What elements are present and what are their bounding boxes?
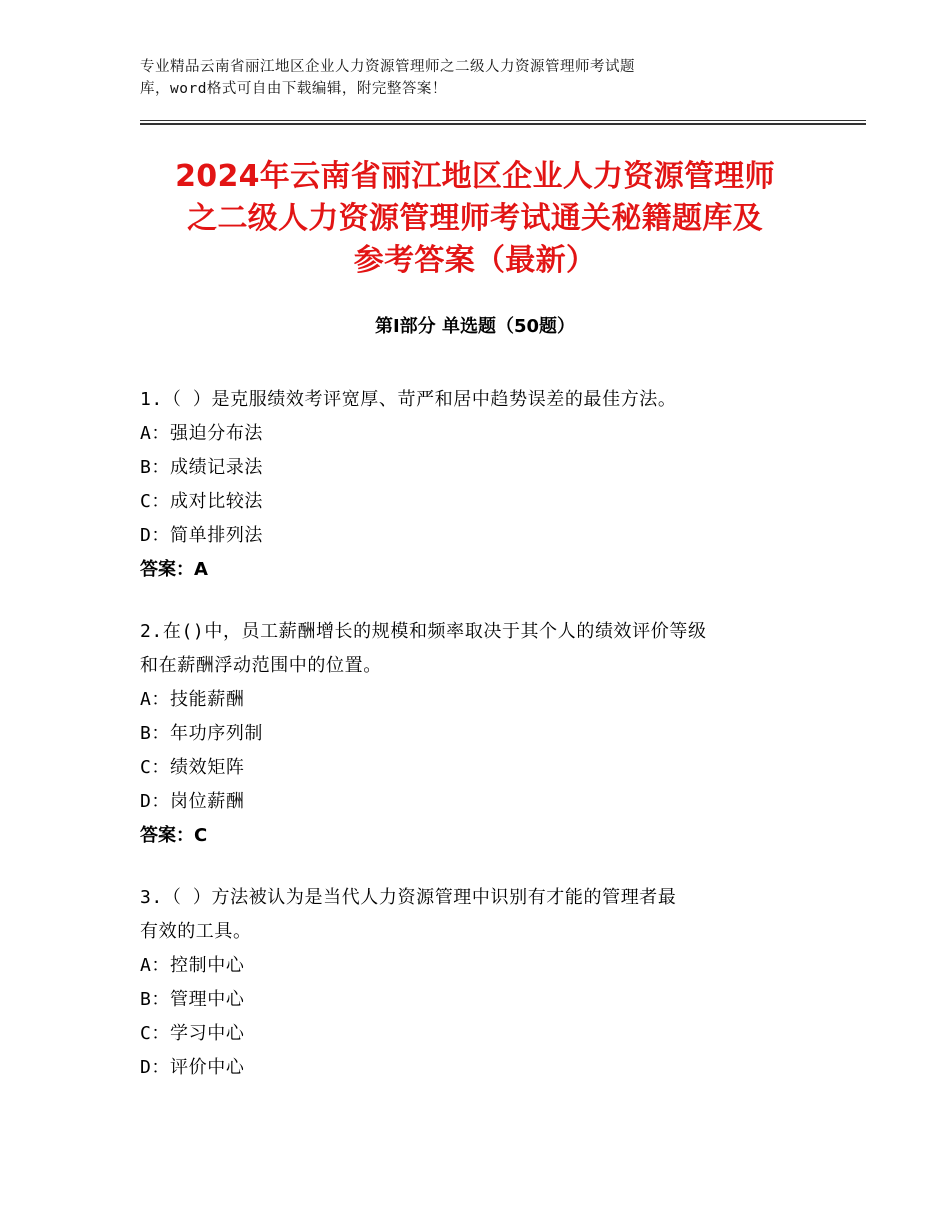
header-note-line: 库，word格式可自由下载编辑，附完整答案！ xyxy=(140,81,447,97)
option-b: B：成绩记录法 xyxy=(140,457,264,478)
option-a: A：强迫分布法 xyxy=(140,423,264,444)
question-1 xyxy=(140,383,830,587)
option-a: A：控制中心 xyxy=(140,955,245,976)
option-c: C：绩效矩阵 xyxy=(140,757,245,778)
option-c: C：成对比较法 xyxy=(140,491,264,512)
question-stem: 有效的工具。 xyxy=(140,921,252,942)
question-list xyxy=(140,383,830,1113)
document-title-line: 2024年云南省丽江地区企业人力资源管理师 xyxy=(175,159,775,194)
header-divider-thin xyxy=(140,120,866,121)
question-stem: 2.在()中，员工薪酬增长的规模和频率取决于其个人的绩效评价等级 xyxy=(140,621,707,642)
option-c: C：学习中心 xyxy=(140,1023,245,1044)
header-divider-thick xyxy=(140,123,866,125)
header-note-line: 专业精品云南省丽江地区企业人力资源管理师之二级人力资源管理师考试题 xyxy=(140,59,635,75)
question-3 xyxy=(140,881,830,1085)
option-b: B：年功序列制 xyxy=(140,723,264,744)
header-note xyxy=(140,56,830,100)
question-stem: 和在薪酬浮动范围中的位置。 xyxy=(140,655,382,676)
option-d: D：岗位薪酬 xyxy=(140,791,245,812)
option-a: A：技能薪酬 xyxy=(140,689,245,710)
question-stem: 1.（ ）是克服绩效考评宽厚、苛严和居中趋势误差的最佳方法。 xyxy=(140,389,677,410)
document-title-line: 参考答案（最新） xyxy=(353,243,597,278)
answer-label: 答案：A xyxy=(140,559,208,580)
option-b: B：管理中心 xyxy=(140,989,245,1010)
option-d: D：简单排列法 xyxy=(140,525,264,546)
option-d: D：评价中心 xyxy=(140,1057,245,1078)
document-title-line: 之二级人力资源管理师考试通关秘籍题库及 xyxy=(187,201,763,236)
document-title xyxy=(120,156,830,282)
question-stem: 3.（ ）方法被认为是当代人力资源管理中识别有才能的管理者最 xyxy=(140,887,677,908)
answer-label: 答案：C xyxy=(140,825,208,846)
section-title: 第Ⅰ部分 单选题（50题） xyxy=(374,316,575,337)
question-2 xyxy=(140,615,830,853)
